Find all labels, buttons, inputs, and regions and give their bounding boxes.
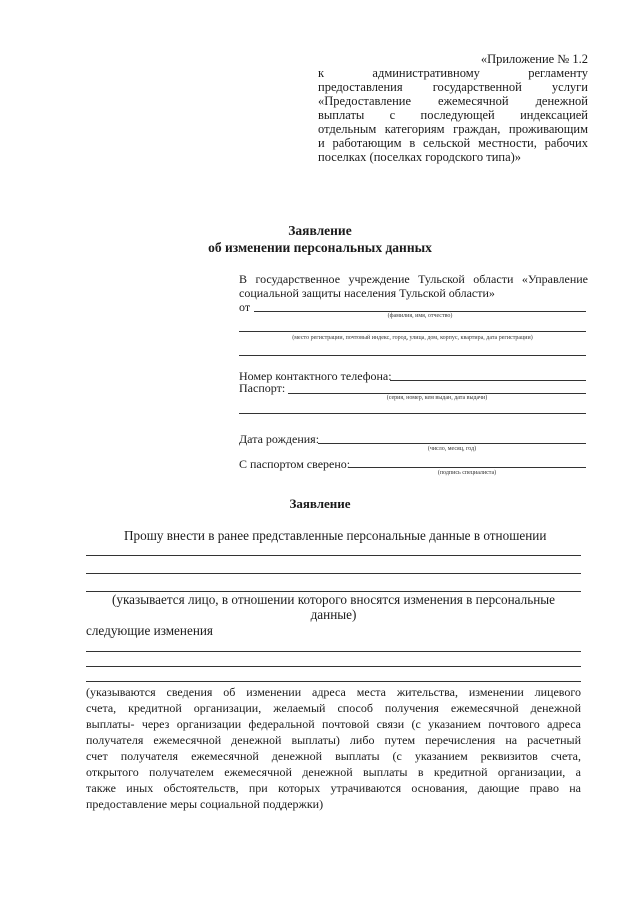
address-field-2[interactable] <box>239 355 586 356</box>
verified-label: С паспортом сверено: <box>239 457 351 471</box>
fio-caption: (фамилия, имя, отчество) <box>387 313 453 319</box>
appendix-line: предоставления государственной услуги <box>318 80 588 94</box>
from-label: от <box>239 300 251 314</box>
details-note-line: открытого получателем ежемесячной денежной выплаты в кредитной организации, а <box>86 765 581 779</box>
appendix-line: поселках (поселках городского типа)» <box>318 150 522 164</box>
appendix-line: «Приложение № 1.2 <box>480 52 588 66</box>
birth-caption: (число, месяц, год) <box>427 446 477 452</box>
changes-field-1[interactable] <box>86 651 581 652</box>
appendix-line: отдельным категориям граждан, проживающим <box>318 122 588 136</box>
passport-field[interactable] <box>288 393 586 394</box>
details-note-line: счета, кредитной организации, желаемый способ получения ежемесячной денежной <box>86 701 581 715</box>
birth-label: Дата рождения: <box>239 432 320 446</box>
addressee-line-1: В государственное учреждение Тульской области «Управление <box>239 272 588 286</box>
appendix-line: и работающим в сельской местности, рабочих <box>318 136 588 150</box>
person-field-2[interactable] <box>86 573 581 574</box>
phone-label: Номер контактного телефона: <box>239 369 392 383</box>
appendix-line: к административному регламенту <box>318 66 588 80</box>
fio-field[interactable] <box>254 311 586 312</box>
changes-label: следующие изменения <box>86 623 214 638</box>
title-line-1: Заявление <box>288 223 352 238</box>
verified-signature-field[interactable] <box>348 467 586 468</box>
request-text: Прошу внести в ранее представленные персональные данные в отношении <box>124 528 547 543</box>
verified-caption: (подпись специалиста) <box>437 470 497 476</box>
person-note-line-2: данные) <box>310 607 357 622</box>
details-note-line: счет получателя ежемесячной денежной выплаты (с указанием реквизитов счета, <box>86 749 581 763</box>
birth-date-field[interactable] <box>318 443 586 444</box>
appendix-line: выплаты с последующей индексацией <box>318 108 588 122</box>
addressee-line-2: социальной защиты населения Тульской области» <box>239 286 495 300</box>
details-note-line: получателя ежемесячной денежной выплаты) либо путем перечисления на расчетный <box>86 733 581 747</box>
appendix-line: «Предоставление ежемесячной денежной <box>318 94 588 108</box>
passport-field-2[interactable] <box>239 413 586 414</box>
passport-caption: (серия, номер, кем выдан, дата выдачи) <box>386 395 488 401</box>
details-note-line: (указываются сведения об изменении адреса места жительства, изменении лицевого <box>86 685 581 699</box>
address-field[interactable] <box>239 331 586 332</box>
changes-field-3[interactable] <box>86 681 581 682</box>
document-title <box>0 222 640 256</box>
details-note-line: выплаты- через организации федеральной почтовой связи (с указанием почтового адреса <box>86 717 581 731</box>
phone-field[interactable] <box>390 380 586 381</box>
changes-details-note <box>86 684 581 812</box>
details-note-line: предоставление меры социальной поддержки) <box>86 797 324 811</box>
person-note-line-1: (указывается лицо, в отношении которого вносятся изменения в персональные <box>111 592 556 607</box>
changes-field-2[interactable] <box>86 666 581 667</box>
title-line-2: об изменении персональных данных <box>208 240 432 255</box>
person-field-1[interactable] <box>86 555 581 556</box>
statement-heading: Заявление <box>289 496 351 511</box>
address-caption: (место регистрации, почтовый индекс, город, улица, дом, корпус, квартира, дата регистрации) <box>292 335 533 341</box>
details-note-line: также иных обстоятельств, при которых утрачиваются основания, дающие право на <box>86 781 581 795</box>
appendix-block <box>318 52 588 164</box>
passport-label: Паспорт: <box>239 381 286 395</box>
